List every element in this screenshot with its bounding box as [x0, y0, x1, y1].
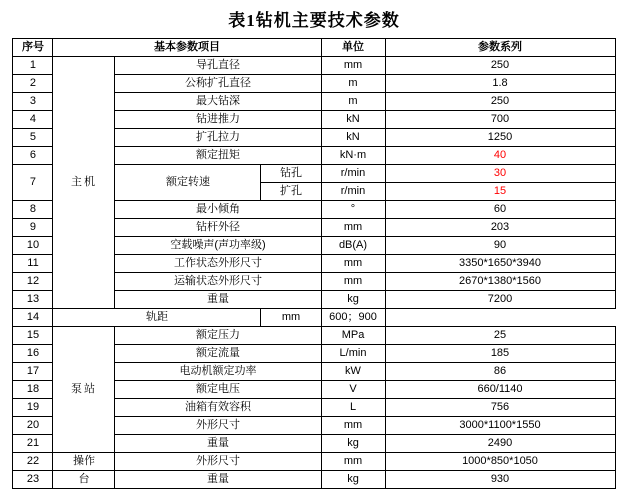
- row-item: 额定流量: [115, 345, 321, 363]
- row-value: 15: [385, 183, 615, 201]
- header-item: 基本参数项目: [53, 39, 321, 57]
- row-no: 13: [13, 291, 53, 309]
- row-value: 90: [385, 237, 615, 255]
- row-unit: m: [321, 93, 385, 111]
- table-row: [13, 327, 615, 345]
- row-unit: mm: [321, 453, 385, 471]
- table-row: [13, 57, 615, 75]
- row-item: 运输状态外形尺寸: [115, 273, 321, 291]
- row-no: 5: [13, 129, 53, 147]
- row-unit: r/min: [321, 183, 385, 201]
- row-unit: kg: [321, 291, 385, 309]
- row-unit: kg: [321, 471, 385, 489]
- row-value: 600；900: [321, 309, 385, 327]
- row-unit: V: [321, 381, 385, 399]
- row-no: 22: [13, 453, 53, 471]
- row-unit: L/min: [321, 345, 385, 363]
- row-value: 930: [385, 471, 615, 489]
- group-console-line2: 台: [53, 471, 115, 489]
- row-unit: mm: [321, 255, 385, 273]
- table-row: [13, 471, 615, 489]
- row-unit: mm: [261, 309, 321, 327]
- row-no: 11: [13, 255, 53, 273]
- row-unit: kg: [321, 435, 385, 453]
- row-value: 40: [385, 147, 615, 165]
- row-no: 3: [13, 93, 53, 111]
- row-no: 7: [13, 165, 53, 201]
- row-unit: mm: [321, 219, 385, 237]
- row-unit: dB(A): [321, 237, 385, 255]
- row-item: 公称扩孔直径: [115, 75, 321, 93]
- row-item: 扩孔拉力: [115, 129, 321, 147]
- row-value: 700: [385, 111, 615, 129]
- row-no: 19: [13, 399, 53, 417]
- row-no: 4: [13, 111, 53, 129]
- row-item: 最小倾角: [115, 201, 321, 219]
- row-value: 2670*1380*1560: [385, 273, 615, 291]
- row-item: 重量: [115, 471, 321, 489]
- row-value: 2490: [385, 435, 615, 453]
- row-no: 17: [13, 363, 53, 381]
- row-item: 额定电压: [115, 381, 321, 399]
- row-item: 电动机额定功率: [115, 363, 321, 381]
- row-item: 外形尺寸: [115, 417, 321, 435]
- header-value: 参数系列: [385, 39, 615, 57]
- row-item: 轨距: [53, 309, 261, 327]
- row-unit: kN·m: [321, 147, 385, 165]
- row-unit: kN: [321, 129, 385, 147]
- row-unit: m: [321, 75, 385, 93]
- row-no: 16: [13, 345, 53, 363]
- row-no: 18: [13, 381, 53, 399]
- row-item: 导孔直径: [115, 57, 321, 75]
- row-no: 12: [13, 273, 53, 291]
- row-value: 1.8: [385, 75, 615, 93]
- row-no: 2: [13, 75, 53, 93]
- row-value: 3000*1100*1550: [385, 417, 615, 435]
- group-pump: 泵站: [53, 327, 115, 453]
- row-value: 203: [385, 219, 615, 237]
- row-item: 最大钻深: [115, 93, 321, 111]
- table-header-row: [13, 39, 615, 57]
- row-no: 9: [13, 219, 53, 237]
- row-unit: kN: [321, 111, 385, 129]
- row-item: 空载噪声(声功率级): [115, 237, 321, 255]
- row-item: 额定压力: [115, 327, 321, 345]
- row-value: 60: [385, 201, 615, 219]
- row-unit: L: [321, 399, 385, 417]
- row-value: 660/1140: [385, 381, 615, 399]
- table-row: [13, 453, 615, 471]
- row-no: 21: [13, 435, 53, 453]
- row-no: 1: [13, 57, 53, 75]
- row-no: 14: [13, 309, 53, 327]
- table-row: [13, 309, 615, 327]
- row-item: 工作状态外形尺寸: [115, 255, 321, 273]
- row-value: 756: [385, 399, 615, 417]
- group-main: 主机: [53, 57, 115, 309]
- row-value: 86: [385, 363, 615, 381]
- row-no: 20: [13, 417, 53, 435]
- row-item: 油箱有效容积: [115, 399, 321, 417]
- header-unit: 单位: [321, 39, 385, 57]
- row-item: 外形尺寸: [115, 453, 321, 471]
- row-unit: mm: [321, 417, 385, 435]
- row-value: 25: [385, 327, 615, 345]
- group-console-line1: 操作: [53, 453, 115, 471]
- row-unit: mm: [321, 273, 385, 291]
- row-value: 185: [385, 345, 615, 363]
- row-unit: mm: [321, 57, 385, 75]
- row-value: 3350*1650*3940: [385, 255, 615, 273]
- row-value: 30: [385, 165, 615, 183]
- row-unit: kW: [321, 363, 385, 381]
- row-item: 重量: [115, 435, 321, 453]
- row-no: 8: [13, 201, 53, 219]
- row-unit: r/min: [321, 165, 385, 183]
- row-sub-item: 扩孔: [261, 183, 321, 201]
- row-value: 7200: [385, 291, 615, 309]
- row-item: 额定扭矩: [115, 147, 321, 165]
- row-item: 重量: [115, 291, 321, 309]
- row-value: 250: [385, 57, 615, 75]
- row-sub-item: 钻孔: [261, 165, 321, 183]
- row-no: 6: [13, 147, 53, 165]
- row-value: 1000*850*1050: [385, 453, 615, 471]
- row-item: 钻进推力: [115, 111, 321, 129]
- row-item: 额定转速: [115, 165, 261, 201]
- spec-table: [12, 38, 615, 489]
- row-unit: MPa: [321, 327, 385, 345]
- row-no: 15: [13, 327, 53, 345]
- row-no: 23: [13, 471, 53, 489]
- row-value: 1250: [385, 129, 615, 147]
- row-unit: °: [321, 201, 385, 219]
- page-title: 表1钻机主要技术参数: [228, 11, 400, 30]
- header-no: 序号: [13, 39, 53, 57]
- row-item: 钻杆外径: [115, 219, 321, 237]
- row-no: 10: [13, 237, 53, 255]
- row-value: 250: [385, 93, 615, 111]
